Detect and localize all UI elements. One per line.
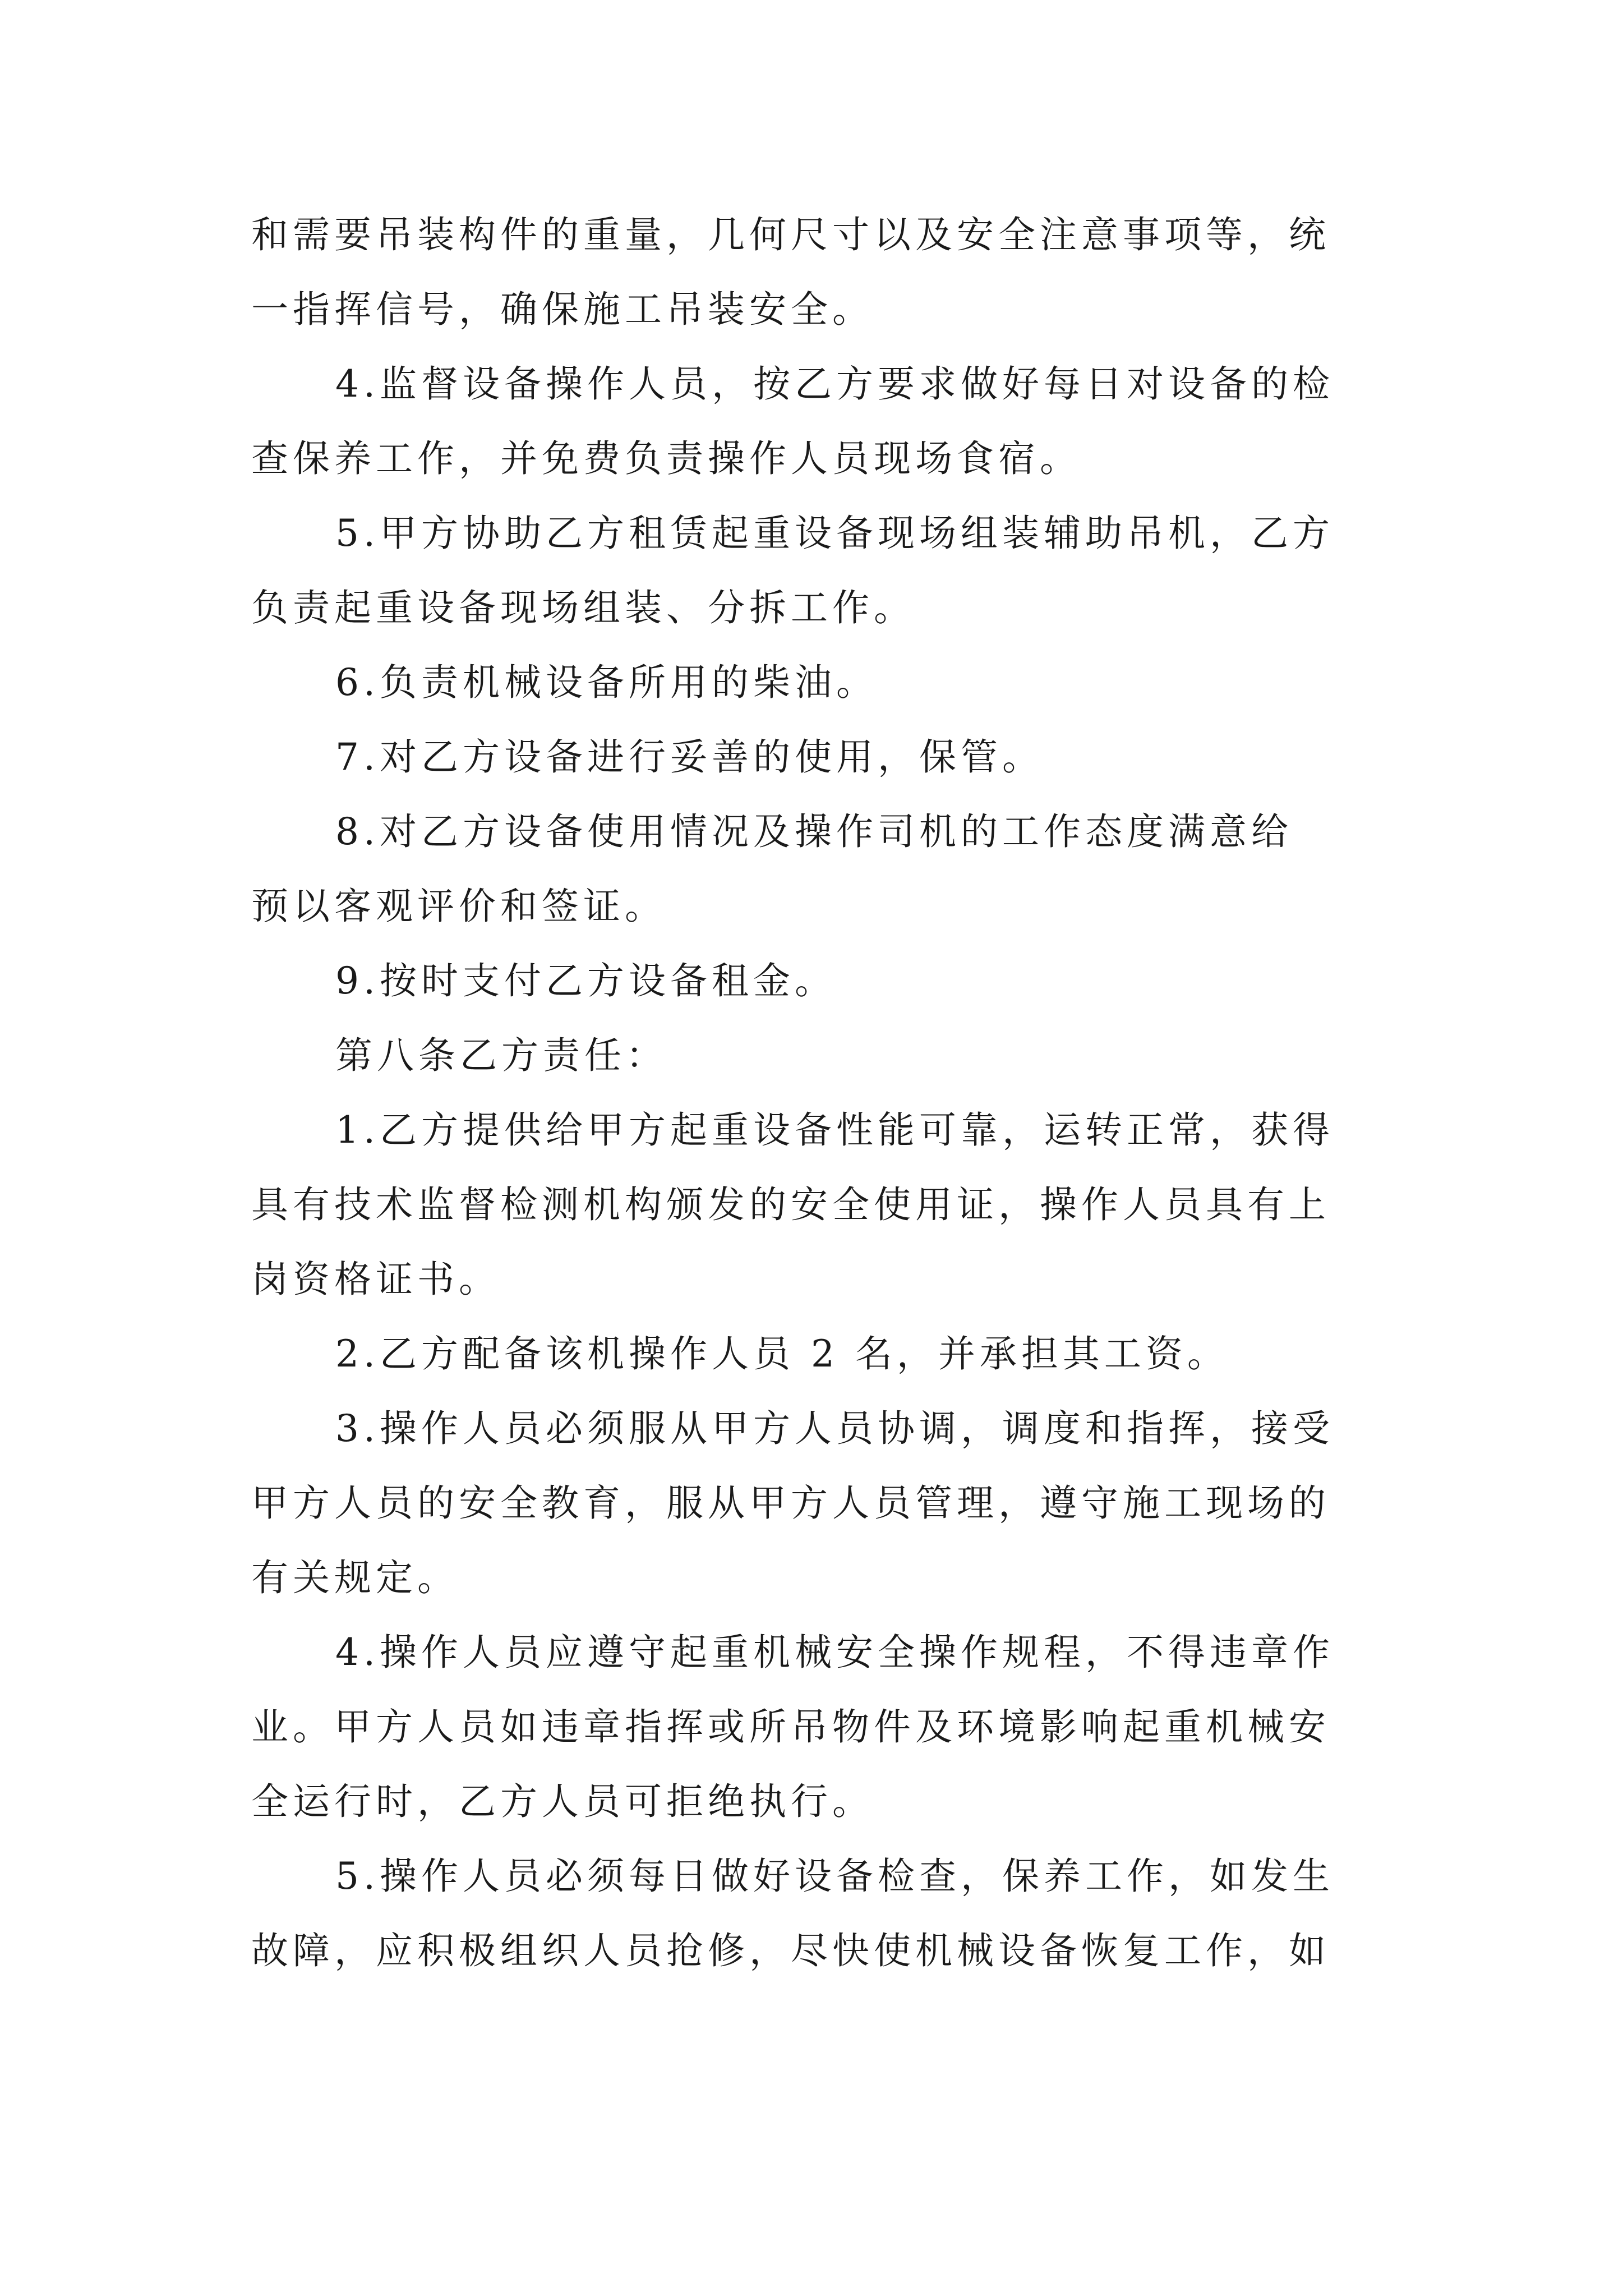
text-line: 业。甲方人员如违章指挥或所吊物件及环境影响起重机械安 xyxy=(251,1705,1330,1749)
text-line: 8.对乙方设备使用情况及操作司机的工作态度满意给 xyxy=(335,810,1293,853)
text-line: 5.操作人员必须每日做好设备检查，保养工作，如发生 xyxy=(335,1855,1334,1898)
paragraph-party-b-item-4 xyxy=(251,1615,1373,1839)
text-line: 7.对乙方设备进行妥善的使用，保管。 xyxy=(335,735,1044,779)
text-line: 3.操作人员必须服从甲方人员协调，调度和指挥，接受 xyxy=(335,1407,1334,1450)
document-body xyxy=(251,197,1373,1988)
text-line: 1.乙方提供给甲方起重设备性能可靠，运转正常，获得 xyxy=(335,1108,1334,1152)
text-line: 查保养工作，并免费负责操作人员现场食宿。 xyxy=(251,437,1081,480)
text-line: 4.操作人员应遵守起重机械安全操作规程，不得违章作 xyxy=(335,1631,1334,1674)
paragraph-item-9 xyxy=(251,944,1373,1018)
text-line: 负责起重设备现场组装、分拆工作。 xyxy=(251,586,915,629)
paragraph-party-b-item-5 xyxy=(251,1839,1373,1988)
text-line: 预以客观评价和签证。 xyxy=(251,885,666,928)
text-line: 有关规定。 xyxy=(251,1556,459,1599)
text-line: 4.监督设备操作人员，按乙方要求做好每日对设备的检 xyxy=(335,362,1334,406)
section-heading-article-8 xyxy=(251,1018,1373,1093)
paragraph-continued xyxy=(251,197,1373,347)
text-line: 5.甲方协助乙方租赁起重设备现场组装辅助吊机，乙方 xyxy=(335,512,1334,555)
text-line: 全运行时，乙方人员可拒绝执行。 xyxy=(251,1780,874,1823)
text-line: 故障，应积极组织人员抢修，尽快使机械设备恢复工作，如 xyxy=(251,1929,1330,1972)
paragraph-item-5 xyxy=(251,496,1373,645)
paragraph-party-b-item-3 xyxy=(251,1391,1373,1615)
text-line: 6.负责机械设备所用的柴油。 xyxy=(335,661,878,704)
text-line: 2.乙方配备该机操作人员 2 名，并承担其工资。 xyxy=(335,1332,1229,1375)
text-line: 9.按时支付乙方设备租金。 xyxy=(335,959,836,1002)
paragraph-item-4 xyxy=(251,347,1373,496)
text-line: 一指挥信号，确保施工吊装安全。 xyxy=(251,288,874,331)
paragraph-party-b-item-2 xyxy=(251,1317,1373,1391)
paragraph-party-b-item-1 xyxy=(251,1093,1373,1317)
text-line: 岗资格证书。 xyxy=(251,1258,500,1301)
text-line: 具有技术监督检测机构颁发的安全使用证，操作人员具有上 xyxy=(251,1183,1330,1226)
paragraph-item-8 xyxy=(251,794,1373,944)
text-line: 和需要吊装构件的重量，几何尺寸以及安全注意事项等，统 xyxy=(251,213,1330,256)
paragraph-item-6 xyxy=(251,645,1373,720)
text-line: 甲方人员的安全教育，服从甲方人员管理，遵守施工现场的 xyxy=(251,1481,1330,1525)
text-line: 第八条乙方责任： xyxy=(335,1034,667,1077)
paragraph-item-7 xyxy=(251,720,1373,794)
